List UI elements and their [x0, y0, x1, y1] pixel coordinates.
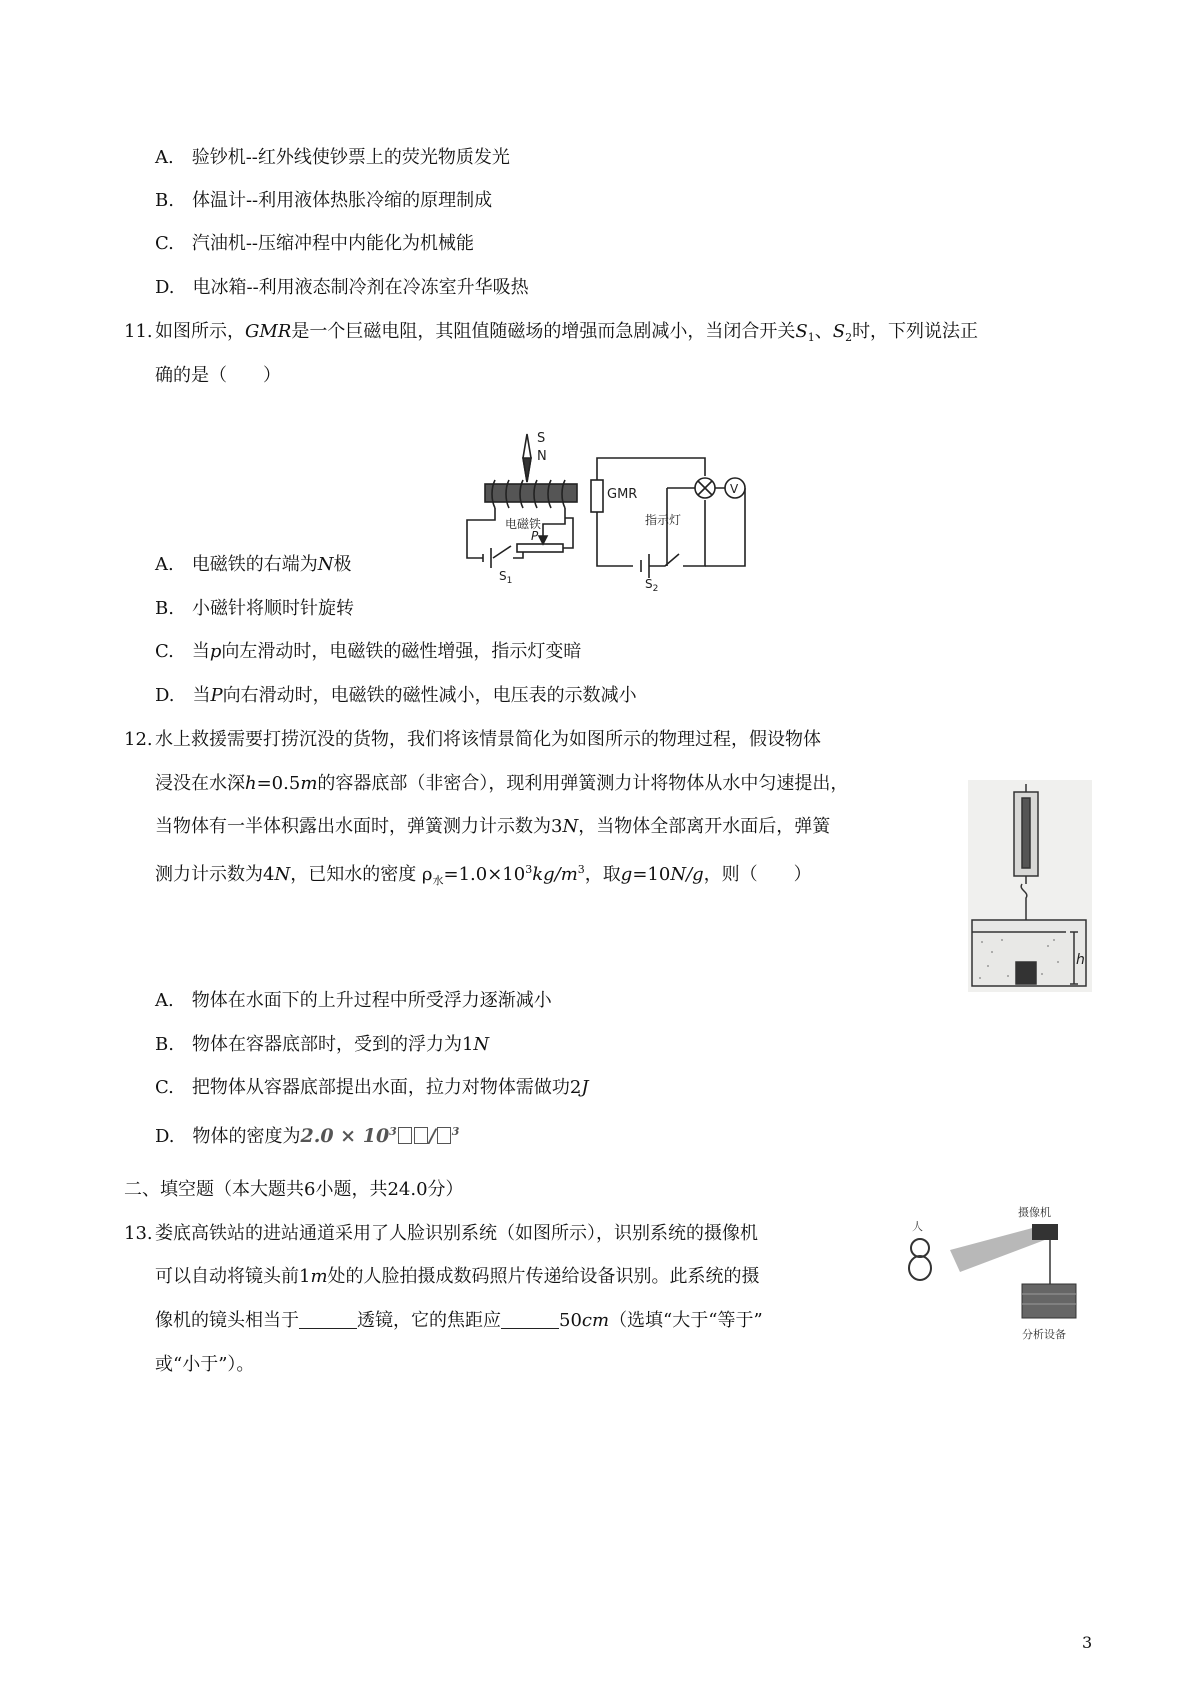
q10-option-b: B. 体温计--利用液体热胀冷缩的原理制成: [155, 190, 493, 211]
gmr-label: GMR: [607, 487, 638, 502]
q10-option-c: C. 汽油机--压缩冲程中内能化为机械能: [155, 233, 475, 254]
q11-option-c: C. 当p向左滑动时，电磁铁的磁性增强，指示灯变暗: [155, 641, 582, 662]
q10-option-d: D. 电冰箱--利用液态制冷剂在冷冻室升华吸热: [155, 277, 529, 298]
q13-face-recognition-figure: [900, 1200, 1100, 1350]
s2-label: $S_2$: [645, 577, 659, 594]
section-2-title: 二、填空题（本大题共6小题，共24.0分）: [124, 1179, 464, 1200]
q13-line4: 或“小于”）。: [155, 1354, 255, 1375]
q12-line4: 测力计示数为4N，已知水的密度 $\rho_水=1.0\times 10^3kg/m^3$，取g=10N/g，则（ ）: [155, 863, 812, 887]
q12-spring-scale-figure: [968, 780, 1092, 992]
q12-option-a: A. 物体在水面下的上升过程中所受浮力逐渐减小: [155, 990, 552, 1011]
voltmeter-label: V: [730, 482, 739, 496]
q12-option-c: C. 把物体从容器底部提出水面，拉力对物体需做功2J: [155, 1077, 589, 1098]
s1-label: $S_1$: [499, 569, 513, 586]
q13-line3: 像机的镜头相当于 透镜，它的焦距应 50cm（选填“大于“等于”: [155, 1310, 763, 1331]
camera-label: 摄像机: [1018, 1206, 1051, 1219]
q13-number: 13.: [124, 1223, 153, 1244]
q12-line1: 水上救援需要打捞沉没的货物，我们将该情景简化为如图所示的物理过程，假设物体: [155, 729, 821, 750]
q11-stem-line2: 确的是（ ）: [155, 365, 281, 386]
q11-option-b: B. 小磁针将顺时针旋转: [155, 598, 354, 619]
compass-s-label: S: [537, 431, 546, 446]
compass-n-label: N: [537, 449, 547, 464]
q13-blank-2[interactable]: [501, 1310, 559, 1329]
q12-number: 12.: [124, 729, 153, 750]
electromagnet-label: 电磁铁: [505, 517, 542, 531]
q13-blank-1[interactable]: [299, 1310, 357, 1329]
q11-option-a: A. 电磁铁的右端为N极: [155, 554, 352, 575]
q12-density-formula: $2.0 \times 10^3 / ^3$: [300, 1125, 460, 1147]
q12-option-d: D. 物体的密度为$2.0 \times 10^3 / ^3$: [155, 1125, 460, 1147]
q12-line3: 当物体有一半体积露出水面时，弹簧测力计示数为3N，当物体全部离开水面后，弹簧: [155, 816, 831, 837]
lamp-label: 指示灯: [645, 513, 682, 527]
q11-number: 11.: [124, 321, 153, 342]
slider-p-label: P: [531, 529, 539, 543]
person-label: 人: [912, 1220, 923, 1233]
q11-stem-line1: 如图所示，GMR是一个巨磁电阻，其阻值随磁场的增强而急剧减小，当闭合开关$S_1$、$S_2$时，下列说法正: [155, 321, 979, 344]
q13-line1: 娄底高铁站的进站通道采用了人脸识别系统（如图所示），识别系统的摄像机: [155, 1223, 758, 1244]
q12-option-b: B. 物体在容器底部时，受到的浮力为1N: [155, 1034, 490, 1055]
q13-line2: 可以自动将镜头前1m处的人脸拍摄成数码照片传递给设备识别。此系统的摄: [155, 1266, 760, 1287]
q11-option-d: D. 当P向右滑动时，电磁铁的磁性减小，电压表的示数减小: [155, 685, 637, 706]
q12-line2: 浸没在水深h=0.5m的容器底部（非密合），现利用弹簧测力计将物体从水中匀速提出，: [155, 773, 849, 794]
q11-circuit-figure: [455, 428, 755, 594]
depth-h-label: h: [1076, 952, 1085, 968]
page-number: 3: [1082, 1633, 1093, 1652]
q10-option-a: A. 验钞机--红外线使钞票上的荧光物质发光: [155, 147, 510, 168]
device-label: 分析设备: [1022, 1328, 1066, 1341]
